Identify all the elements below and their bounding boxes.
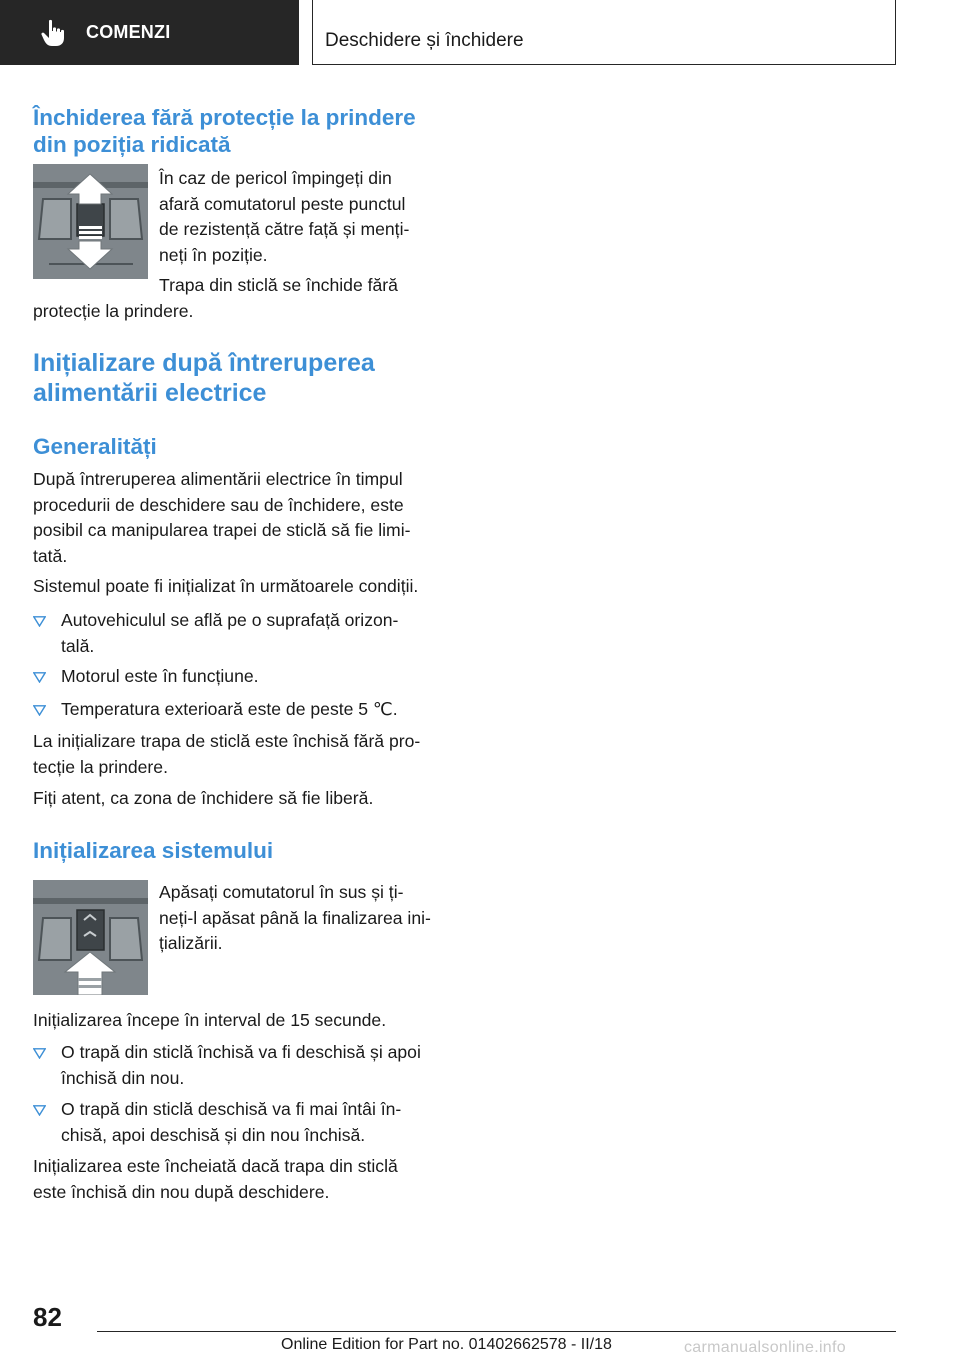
sec3-text-line1: Apăsați comutatorul în sus și ți-: [159, 882, 404, 902]
chapter-tab-label: COMENZI: [86, 22, 171, 42]
triangle-bullet-icon: [33, 705, 46, 716]
list-item-text-line1: Autovehiculul se află pe o suprafață orizon-: [61, 610, 399, 630]
list-item-text-line1: O trapă din sticlă deschisă va fi mai întâi în-: [61, 1099, 402, 1119]
sec2-p1-line3: posibil ca manipularea trapei de sticlă să fie limi-: [33, 520, 411, 540]
switch-hold-illustration-icon: [33, 880, 148, 995]
sec1-text2-line2: protecție la prindere.: [33, 300, 194, 321]
triangle-bullet-icon: [33, 1105, 46, 1116]
hand-pointer-icon: [40, 19, 66, 47]
sec3-text-line2: neți-l apăsat până la finalizarea ini-: [159, 907, 431, 928]
triangle-bullet-icon: [33, 672, 46, 683]
figure-switch-push-up: [33, 880, 148, 995]
sec1-text2-line1: Trapa din sticlă se închide fără: [159, 275, 398, 295]
sec3-p2-line2: este închisă din nou după deschidere.: [33, 1181, 330, 1202]
footer-divider: [97, 1331, 896, 1332]
chapter-tab[interactable]: [0, 0, 299, 65]
sec2-p2: Sistemul poate fi inițializat în următoarele condiții.: [33, 576, 419, 596]
list-item-text-line2: tală.: [61, 635, 95, 656]
heading-close-without-pinch-protection-line1: Închiderea fără protecție la prindere: [33, 105, 416, 130]
heading-initialization-line2: alimentării electrice: [33, 379, 267, 407]
page-number: 82: [33, 1302, 62, 1332]
sec2-p1-line1: După întreruperea alimentării electrice în timpul: [33, 469, 403, 489]
switch-push-illustration-icon: [33, 164, 148, 279]
subheading-system-initialization: Inițializarea sistemului: [33, 838, 274, 863]
triangle-bullet-icon: [33, 616, 46, 627]
sec1-text-line2: afară comutatorul peste punctul: [159, 193, 406, 214]
list-item-text-line1: Motorul este în funcțiune.: [61, 666, 259, 686]
sec1-text-line3: de rezistență către față și menți-: [159, 219, 410, 239]
sec3-text-line3: țializării.: [159, 933, 223, 953]
sec2-p4: Fiți atent, ca zona de închidere să fie liberă.: [33, 788, 374, 808]
subheading-general: Generalități: [33, 434, 157, 459]
heading-initialization-line1: Inițializare după întreruperea: [33, 349, 375, 377]
heading-close-without-pinch-protection-line2: din poziția ridicată: [33, 132, 231, 157]
sec2-p3-line2: tecție la prindere.: [33, 756, 168, 777]
sec2-p1-line2: procedurii de deschidere sau de închidere, este: [33, 494, 404, 515]
list-item-text-line2: chisă, apoi deschisă și din nou închisă.: [61, 1124, 366, 1145]
sec1-text-line4: neți în poziție.: [159, 244, 268, 265]
list-item-text-line2: închisă din nou.: [61, 1067, 185, 1088]
section-header-title: Deschidere și închidere: [325, 30, 524, 51]
sec2-p1-line4: tată.: [33, 545, 68, 566]
footer-edition-text: Online Edition for Part no. 01402662578 - II/18: [281, 1336, 612, 1353]
sec3-p1: Inițializarea începe în interval de 15 secunde.: [33, 1010, 387, 1030]
watermark-text: carmanualsonline.info: [684, 1339, 846, 1356]
list-item-text-line1: O trapă din sticlă închisă va fi deschisă și apoi: [61, 1042, 421, 1062]
list-item-text-line1: Temperatura exterioară este de peste 5 ℃.: [61, 699, 398, 719]
sec3-p2-line1: Inițializarea este încheiată dacă trapa din sticlă: [33, 1156, 398, 1176]
sec2-p3-line1: La inițializare trapa de sticlă este închisă fără pro-: [33, 731, 421, 751]
figure-switch-push-forward: [33, 164, 148, 279]
triangle-bullet-icon: [33, 1048, 46, 1059]
sec1-text-line1: În caz de pericol împingeți din: [159, 168, 392, 188]
